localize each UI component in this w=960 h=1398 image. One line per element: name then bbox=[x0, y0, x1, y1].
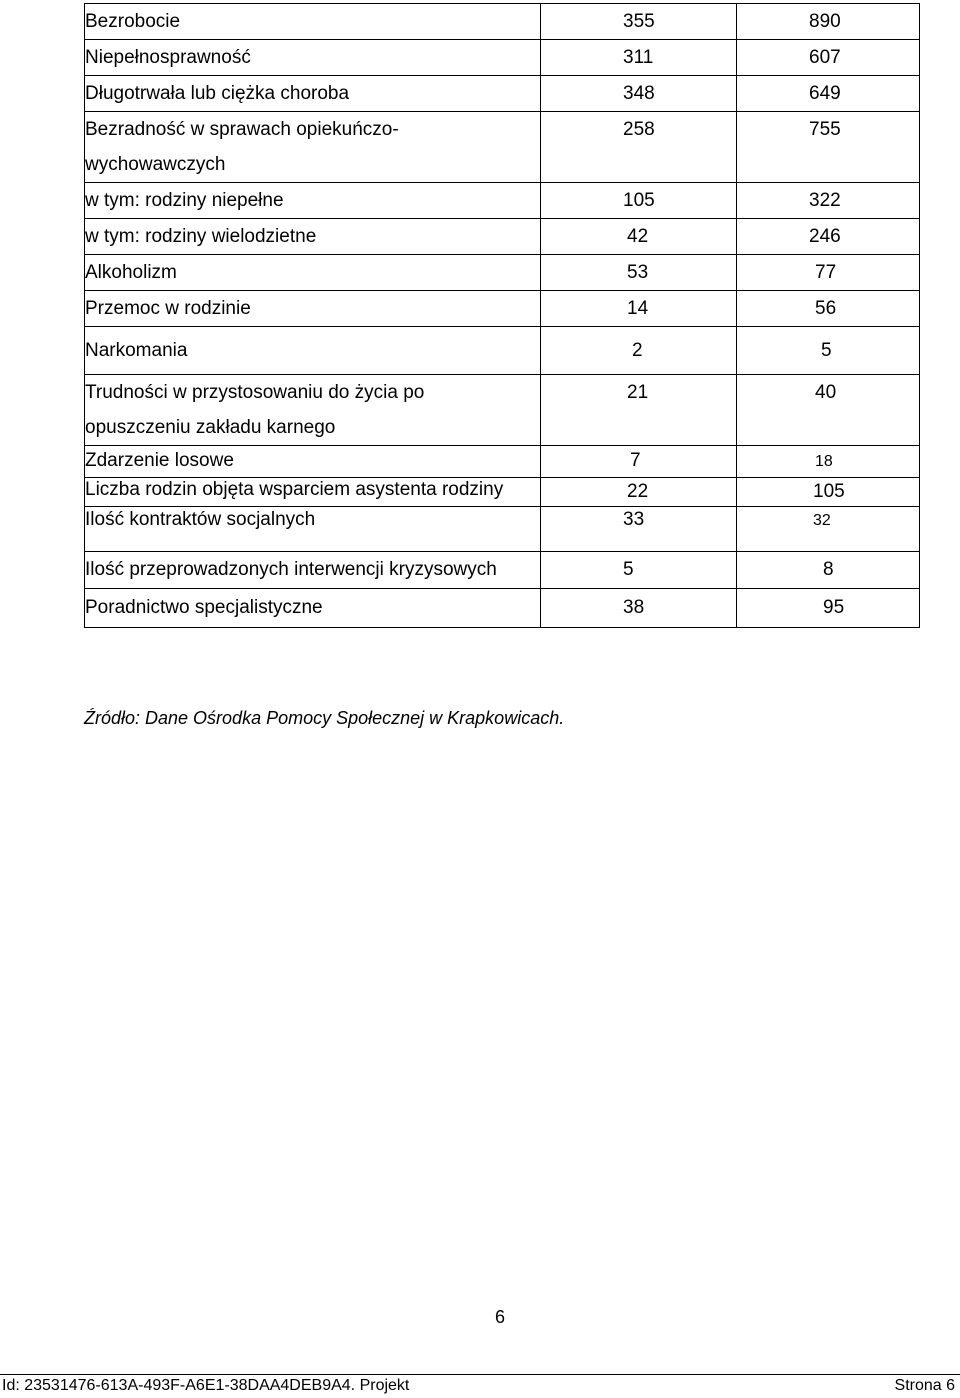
row-label-line: opuszczeniu zakładu karnego bbox=[85, 417, 336, 438]
table-row bbox=[85, 255, 920, 291]
value-col1: 38 bbox=[623, 597, 645, 618]
row-label bbox=[85, 112, 541, 183]
row-label: Liczba rodzin objęta wsparciem asystenta rodziny bbox=[85, 478, 541, 507]
value-col1: 258 bbox=[623, 119, 655, 140]
value-col1: 14 bbox=[627, 298, 649, 319]
row-label: Poradnictwo specjalistyczne bbox=[85, 589, 541, 628]
row-label: Długotrwała lub ciężka choroba bbox=[85, 76, 541, 112]
value-col2: 32 bbox=[813, 512, 831, 529]
table-row bbox=[85, 40, 920, 76]
statistics-table bbox=[84, 3, 920, 628]
value-col2: 5 bbox=[821, 340, 832, 361]
value-col1: 311 bbox=[623, 47, 654, 68]
table-row bbox=[85, 552, 920, 589]
value-col2: 56 bbox=[815, 298, 837, 319]
row-label: Narkomania bbox=[85, 327, 541, 375]
value-col2: 890 bbox=[809, 11, 841, 32]
row-label-line: Bezradność w sprawach opiekuńczo- bbox=[85, 119, 399, 140]
value-col1: 348 bbox=[623, 83, 655, 104]
value-col2: 18 bbox=[815, 453, 833, 470]
row-label: Ilość przeprowadzonych interwencji kryzysowych bbox=[85, 552, 541, 589]
table-row bbox=[85, 219, 920, 255]
row-label-line: Trudności w przystosowaniu do życia po bbox=[85, 382, 425, 403]
value-col2: 8 bbox=[823, 559, 834, 580]
value-col2: 649 bbox=[809, 83, 841, 104]
value-col2: 246 bbox=[809, 226, 841, 247]
table-row bbox=[85, 183, 920, 219]
value-col1: 53 bbox=[627, 262, 649, 283]
row-label: Alkoholizm bbox=[85, 255, 541, 291]
value-col1: 21 bbox=[627, 382, 649, 403]
footer-page-label: Strona 6 bbox=[894, 1377, 955, 1394]
table-row bbox=[85, 478, 920, 507]
source-note: Źródło: Dane Ośrodka Pomocy Społecznej w Krapkowicach. bbox=[84, 708, 565, 728]
value-col1: 5 bbox=[623, 559, 634, 580]
table-row bbox=[85, 76, 920, 112]
value-col1: 22 bbox=[627, 481, 649, 502]
row-label: Ilość kontraktów socjalnych bbox=[85, 507, 541, 552]
value-col1: 7 bbox=[630, 450, 641, 471]
table-row bbox=[85, 446, 920, 478]
value-col1: 105 bbox=[623, 190, 655, 211]
value-col1: 355 bbox=[623, 11, 655, 32]
row-label bbox=[85, 375, 541, 446]
value-col1: 42 bbox=[627, 226, 649, 247]
footer-document-id: Id: 23531476-613A-493F-A6E1-38DAA4DEB9A4. Projekt bbox=[2, 1377, 410, 1394]
row-label: w tym: rodziny niepełne bbox=[85, 183, 541, 219]
value-col2: 755 bbox=[809, 119, 841, 140]
value-col2: 40 bbox=[815, 382, 837, 403]
value-col2: 322 bbox=[809, 190, 841, 211]
table-row bbox=[85, 589, 920, 628]
table-row bbox=[85, 112, 920, 183]
row-label: w tym: rodziny wielodzietne bbox=[85, 219, 541, 255]
value-col1: 33 bbox=[623, 509, 645, 530]
footer-divider bbox=[0, 1374, 960, 1375]
page-number: 6 bbox=[494, 1307, 505, 1327]
row-label: Bezrobocie bbox=[85, 4, 541, 40]
value-col2: 95 bbox=[823, 597, 845, 618]
row-label: Niepełnosprawność bbox=[85, 40, 541, 76]
value-col2: 77 bbox=[815, 262, 837, 283]
row-label: Zdarzenie losowe bbox=[85, 446, 541, 478]
table-row bbox=[85, 291, 920, 327]
value-col1: 2 bbox=[632, 340, 643, 361]
row-label: Przemoc w rodzinie bbox=[85, 291, 541, 327]
table-row bbox=[85, 507, 920, 552]
value-col2: 105 bbox=[813, 481, 845, 502]
value-col2: 607 bbox=[809, 47, 841, 68]
table-row bbox=[85, 4, 920, 40]
table-row bbox=[85, 375, 920, 446]
row-label-line: wychowawczych bbox=[85, 154, 226, 175]
table-row bbox=[85, 327, 920, 375]
